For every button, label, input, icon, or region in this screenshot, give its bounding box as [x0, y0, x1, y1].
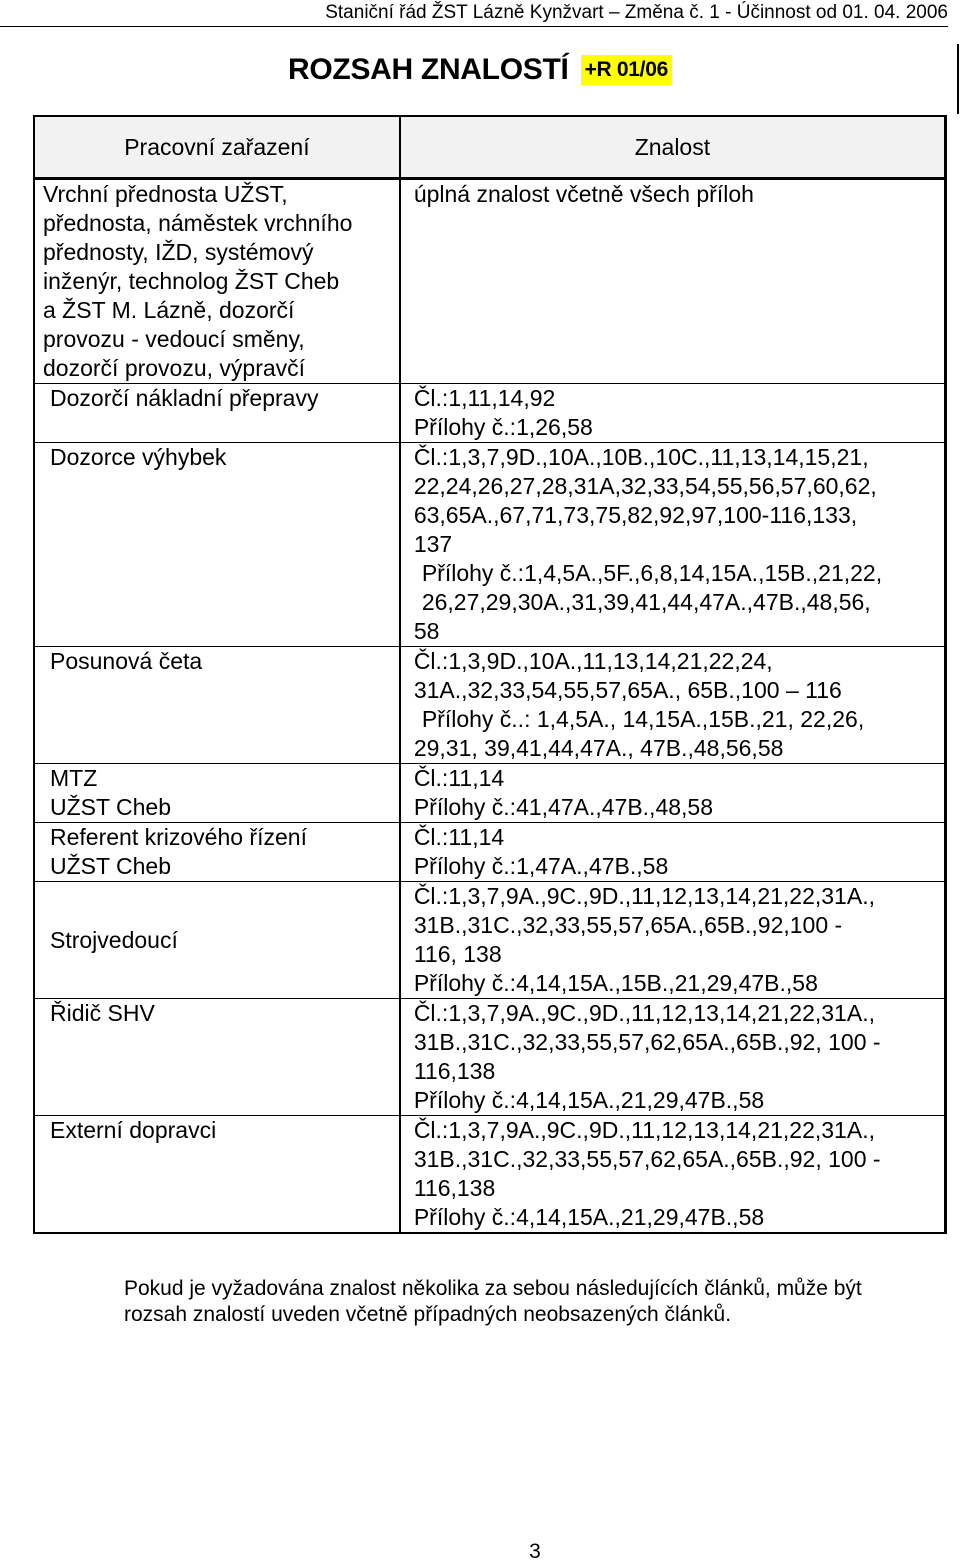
cell-line: Dozorčí nákladní přepravy: [50, 385, 319, 411]
cell-line: UŽST Cheb: [50, 794, 172, 820]
cell-line: Čl.:1,3,7,9A.,9C.,9D.,11,12,13,14,21,22,31A.,: [413, 1117, 875, 1143]
cell-line: Strojvedoucí: [50, 926, 178, 953]
cell-line: přednosty, IŽD, systémový: [43, 239, 314, 265]
cell-line: 22,24,26,27,28,31A,32,33,54,55,56,57,60,62,: [413, 473, 877, 499]
cell-line: Čl.:1,3,7,9D.,10A.,10B.,10C.,11,13,14,15,21,: [413, 444, 869, 470]
table-row: [35, 998, 944, 1115]
cell-line: Přílohy č.:4,14,15A.,21,29,47B.,58: [413, 1087, 765, 1113]
cell-line: UŽST Cheb: [50, 853, 172, 879]
cell-line: Přílohy č.:4,14,15A.,15B.,21,29,47B.,58: [413, 970, 818, 996]
table-row: [35, 822, 944, 881]
cell-line: provozu - vedoucí směny,: [43, 326, 305, 352]
cell-line: Přílohy č..: 1,4,5A., 14,15A.,15B.,21, 22,26,: [421, 706, 865, 732]
page-title: [0, 50, 960, 90]
cell-line: dozorčí provozu, výpravčí: [43, 355, 306, 381]
cell-line: Čl.:1,3,9D.,10A.,11,13,14,21,22,24,: [413, 648, 773, 674]
cell-line: 29,31, 39,41,44,47A., 47B.,48,56,58: [413, 735, 784, 761]
position-cell: [35, 646, 401, 763]
table-row: [35, 763, 944, 822]
cell-line: 58: [413, 618, 440, 644]
cell-line: 63,65A.,67,71,73,75,82,92,97,100-116,133,: [413, 502, 858, 528]
table-row: [35, 646, 944, 763]
column-header-knowledge: Znalost: [401, 117, 944, 178]
cell-line: 116,138: [413, 1175, 496, 1201]
position-cell: [35, 383, 401, 442]
cell-line: Referent krizového řízení: [50, 824, 307, 850]
knowledge-cell: [401, 646, 944, 763]
knowledge-cell: [401, 178, 944, 383]
cell-line: Přílohy č.:1,26,58: [413, 414, 593, 440]
cell-line: 137: [413, 531, 453, 557]
cell-line: Čl.:1,3,7,9A.,9C.,9D.,11,12,13,14,21,22,31A.,: [413, 883, 875, 909]
cell-line: a ŽST M. Lázně, dozorčí: [43, 297, 295, 323]
cell-line: 31B.,31C.,32,33,55,57,62,65A.,65B.,92, 100 -: [413, 1029, 881, 1055]
knowledge-cell: [401, 442, 944, 646]
cell-line: Přílohy č.:41,47A.,47B.,48,58: [413, 794, 714, 820]
footnote-line: Pokud je vyžadována znalost několika za sebou následujících článků, může být: [124, 1277, 862, 1300]
position-cell: [35, 822, 401, 881]
column-header-position: Pracovní zařazení: [35, 117, 401, 178]
position-cell: [35, 998, 401, 1115]
cell-line: 31A.,32,33,54,55,57,65A., 65B.,100 – 116: [413, 677, 842, 703]
position-cell: [35, 442, 401, 646]
table-row: [35, 178, 944, 383]
knowledge-cell: [401, 881, 944, 998]
cell-line: Přílohy č.:1,47A.,47B.,58: [413, 853, 669, 879]
running-header-text: Staniční řád ŽST Lázně Kynžvart – Změna č. 1 - Účinnost od 01. 04. 2006: [325, 2, 948, 23]
running-header: [0, 0, 948, 27]
knowledge-scope-table: [33, 115, 947, 1234]
table-header-row: [35, 117, 944, 178]
position-cell: [35, 1115, 401, 1232]
amendment-badge: +R 01/06: [581, 55, 672, 85]
cell-line: Vrchní přednosta UŽST,: [43, 181, 288, 207]
footnote-line: rozsah znalostí uveden včetně případných neobsazených článků.: [124, 1303, 732, 1326]
cell-line: 31B.,31C.,32,33,55,57,62,65A.,65B.,92, 100 -: [413, 1146, 881, 1172]
position-cell: [35, 881, 401, 998]
position-cell: [35, 178, 401, 383]
cell-line: 26,27,29,30A.,31,39,41,44,47A.,47B.,48,56,: [421, 589, 871, 615]
page-title-text: ROZSAH ZNALOSTÍ: [288, 53, 569, 86]
cell-line: Externí dopravci: [50, 1117, 217, 1143]
cell-line: Čl.:1,11,14,92: [413, 385, 556, 411]
table-row: [35, 1115, 944, 1232]
cell-line: Přílohy č.:1,4,5A.,5F.,6,8,14,15A.,15B.,21,22,: [421, 560, 883, 586]
cell-line: 116,138: [413, 1058, 496, 1084]
knowledge-cell: [401, 763, 944, 822]
knowledge-cell: [401, 1115, 944, 1232]
position-cell: [35, 763, 401, 822]
cell-line: Čl.:1,3,7,9A.,9C.,9D.,11,12,13,14,21,22,31A.,: [413, 1000, 875, 1026]
page-number: 3: [529, 1540, 541, 1563]
cell-line: Dozorce výhybek: [50, 444, 227, 470]
cell-line: inženýr, technolog ŽST Cheb: [43, 268, 340, 294]
knowledge-cell: [401, 998, 944, 1115]
table-row: [35, 383, 944, 442]
table-row: [35, 881, 944, 998]
knowledge-cell: [401, 822, 944, 881]
cell-line: úplná znalost včetně všech příloh: [413, 181, 754, 207]
cell-line: přednosta, náměstek vrchního: [43, 210, 353, 236]
knowledge-cell: [401, 383, 944, 442]
cell-line: Posunová četa: [50, 648, 203, 674]
cell-line: Čl.:11,14: [413, 824, 505, 850]
cell-line: Řidič SHV: [50, 1000, 155, 1026]
table-body: [35, 178, 944, 1232]
cell-line: MTZ: [50, 765, 98, 791]
footnote: [124, 1276, 954, 1328]
cell-line: Přílohy č.:4,14,15A.,21,29,47B.,58: [413, 1204, 765, 1230]
table-row: [35, 442, 944, 646]
cell-line: Čl.:11,14: [413, 765, 505, 791]
cell-line: 116, 138: [413, 941, 502, 967]
cell-line: 31B.,31C.,32,33,55,57,65A.,65B.,92,100 -: [413, 912, 843, 938]
